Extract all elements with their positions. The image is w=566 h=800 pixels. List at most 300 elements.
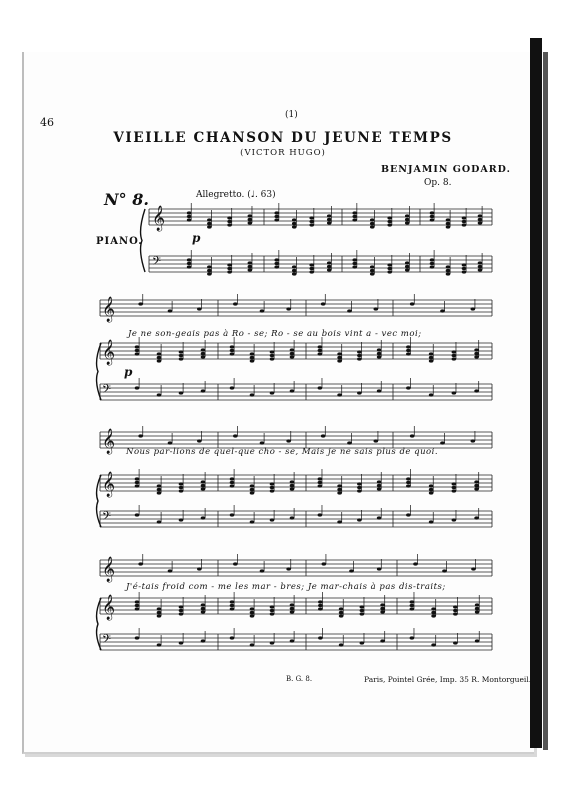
note-head: [357, 354, 362, 357]
note-head: [349, 569, 354, 572]
note-head: [233, 562, 238, 565]
note-head: [250, 520, 255, 523]
note-head: [157, 359, 162, 362]
note-head: [327, 214, 332, 217]
note-head: [406, 386, 411, 389]
piece-number: N° 8.: [104, 190, 149, 209]
note-head: [157, 484, 162, 487]
note-head: [474, 487, 479, 490]
bass-clef-icon: 𝄢: [102, 633, 112, 649]
note-head: [430, 211, 435, 214]
note-head: [474, 389, 479, 392]
note-head: [230, 481, 235, 484]
note-head: [452, 482, 457, 485]
note-head: [135, 477, 140, 480]
note-head: [357, 482, 362, 485]
note-head: [274, 215, 279, 218]
note-head: [286, 307, 291, 310]
note-head: [377, 480, 382, 483]
note-head: [406, 352, 411, 355]
song-subtitle: (VICTOR HUGO): [240, 148, 326, 158]
note-head: [318, 345, 323, 348]
note-head: [471, 567, 476, 570]
note-head: [201, 484, 206, 487]
note-head: [352, 218, 357, 221]
treble-clef-icon: 𝄞: [102, 595, 116, 620]
note-head: [201, 610, 206, 613]
note-head: [452, 357, 457, 360]
note-head: [406, 477, 411, 480]
note-head: [446, 265, 451, 268]
note-head: [431, 611, 436, 614]
note-head: [357, 350, 362, 353]
note-head: [478, 265, 483, 268]
bass-clef-icon: 𝄢: [102, 383, 112, 399]
note-head: [250, 614, 255, 617]
note-head: [377, 348, 382, 351]
note-head: [227, 216, 232, 219]
note-head: [339, 614, 344, 617]
note-head: [337, 520, 342, 523]
note-head: [233, 434, 238, 437]
note-head: [230, 345, 235, 348]
note-head: [446, 272, 451, 275]
note-head: [135, 513, 140, 516]
note-head: [187, 258, 192, 261]
note-head: [179, 486, 184, 489]
note-head: [410, 302, 415, 305]
note-head: [377, 567, 382, 570]
note-head: [410, 607, 415, 610]
note-head: [201, 516, 206, 519]
note-head: [430, 258, 435, 261]
note-head: [309, 223, 314, 226]
note-head: [270, 641, 275, 644]
note-head: [248, 214, 253, 217]
lyric-line: Je ne son-geais pas à Ro - se; Ro - se au bois vint a - vec moi;: [128, 329, 422, 339]
note-head: [387, 223, 392, 226]
note-head: [357, 357, 362, 360]
note-head: [410, 636, 415, 639]
note-head: [318, 481, 323, 484]
note-head: [475, 603, 480, 606]
note-head: [201, 639, 206, 642]
note-head: [309, 270, 314, 273]
note-head: [429, 488, 434, 491]
note-head: [462, 216, 467, 219]
note-head: [429, 359, 434, 362]
note-head: [135, 636, 140, 639]
note-head: [250, 352, 255, 355]
note-head: [347, 441, 352, 444]
note-head: [337, 488, 342, 491]
note-head: [474, 348, 479, 351]
note-head: [290, 355, 295, 358]
note-head: [179, 357, 184, 360]
note-head: [250, 359, 255, 362]
treble-clef-icon: 𝄞: [102, 297, 116, 322]
note-head: [471, 439, 476, 442]
note-head: [157, 491, 162, 494]
note-head: [327, 261, 332, 264]
note-head: [430, 218, 435, 221]
note-head: [270, 391, 275, 394]
note-head: [250, 607, 255, 610]
note-head: [207, 225, 212, 228]
note-head: [187, 215, 192, 218]
note-head: [453, 609, 458, 612]
bass-clef-icon: 𝄢: [102, 510, 112, 526]
note-head: [274, 258, 279, 261]
note-head: [187, 211, 192, 214]
note-head: [230, 386, 235, 389]
tempo-marking: Allegretto. (♩. 63): [196, 190, 276, 200]
note-head: [406, 345, 411, 348]
note-head: [406, 349, 411, 352]
note-head: [339, 643, 344, 646]
note-head: [230, 484, 235, 487]
note-head: [135, 600, 140, 603]
note-head: [274, 211, 279, 214]
note-head: [179, 609, 184, 612]
note-head: [453, 641, 458, 644]
note-head: [405, 214, 410, 217]
note-head: [318, 600, 323, 603]
note-head: [260, 309, 265, 312]
note-head: [431, 614, 436, 617]
note-head: [337, 356, 342, 359]
note-head: [135, 604, 140, 607]
note-head: [270, 518, 275, 521]
note-head: [290, 607, 295, 610]
note-head: [357, 518, 362, 521]
note-head: [352, 262, 357, 265]
note-head: [138, 562, 143, 565]
note-head: [187, 262, 192, 265]
note-head: [387, 267, 392, 270]
note-head: [187, 218, 192, 221]
note-head: [374, 307, 379, 310]
note-head: [309, 267, 314, 270]
note-head: [135, 345, 140, 348]
note-head: [478, 214, 483, 217]
note-head: [410, 604, 415, 607]
note-head: [377, 352, 382, 355]
note-head: [370, 222, 375, 225]
note-head: [347, 309, 352, 312]
note-head: [337, 491, 342, 494]
note-head: [260, 441, 265, 444]
note-head: [318, 386, 323, 389]
note-head: [406, 513, 411, 516]
note-head: [207, 272, 212, 275]
note-head: [471, 307, 476, 310]
note-head: [453, 612, 458, 615]
note-head: [135, 607, 140, 610]
note-head: [318, 607, 323, 610]
dynamic-marking: p: [192, 231, 201, 245]
note-head: [406, 481, 411, 484]
note-head: [230, 513, 235, 516]
publisher-imprint: Paris, Pointel Grée, Imp. 35 R. Montorgueil.: [364, 675, 532, 684]
note-head: [318, 477, 323, 480]
note-head: [201, 480, 206, 483]
note-head: [292, 225, 297, 228]
note-head: [290, 639, 295, 642]
note-head: [387, 220, 392, 223]
note-head: [387, 270, 392, 273]
treble-clef-icon: 𝄞: [152, 206, 166, 231]
note-head: [431, 607, 436, 610]
note-head: [430, 215, 435, 218]
note-head: [478, 218, 483, 221]
page-number: 46: [40, 116, 54, 129]
opus-number: Op. 8.: [424, 178, 452, 188]
note-head: [478, 261, 483, 264]
note-head: [230, 477, 235, 480]
note-head: [179, 482, 184, 485]
note-head: [135, 386, 140, 389]
note-head: [292, 265, 297, 268]
treble-clef-icon: 𝄞: [102, 340, 116, 365]
note-head: [250, 488, 255, 491]
note-head: [286, 439, 291, 442]
note-head: [309, 263, 314, 266]
lyric-line: J'é-tais froid com - me les mar - bres; Je mar-chais à pas dis-traits;: [126, 582, 446, 592]
note-head: [292, 272, 297, 275]
note-head: [207, 222, 212, 225]
note-head: [157, 607, 162, 610]
note-head: [377, 484, 382, 487]
note-head: [318, 352, 323, 355]
note-head: [462, 223, 467, 226]
note-head: [248, 218, 253, 221]
note-head: [357, 391, 362, 394]
note-head: [462, 267, 467, 270]
note-head: [370, 225, 375, 228]
note-head: [318, 349, 323, 352]
note-head: [290, 610, 295, 613]
note-head: [360, 609, 365, 612]
note-head: [429, 520, 434, 523]
note-head: [475, 639, 480, 642]
note-head: [250, 393, 255, 396]
treble-clef-icon: 𝄞: [102, 472, 116, 497]
note-head: [179, 518, 184, 521]
note-head: [270, 354, 275, 357]
note-head: [370, 265, 375, 268]
note-head: [230, 352, 235, 355]
note-head: [135, 484, 140, 487]
note-head: [270, 489, 275, 492]
note-head: [201, 355, 206, 358]
note-head: [377, 389, 382, 392]
note-head: [431, 643, 436, 646]
note-head: [474, 355, 479, 358]
note-head: [474, 516, 479, 519]
note-head: [248, 268, 253, 271]
note-head: [410, 600, 415, 603]
note-head: [474, 480, 479, 483]
note-head: [429, 491, 434, 494]
note-head: [337, 352, 342, 355]
note-head: [290, 516, 295, 519]
note-head: [270, 612, 275, 615]
note-head: [462, 270, 467, 273]
note-head: [429, 393, 434, 396]
note-head: [370, 218, 375, 221]
note-head: [462, 220, 467, 223]
note-head: [157, 614, 162, 617]
note-head: [352, 265, 357, 268]
note-head: [227, 267, 232, 270]
note-head: [318, 484, 323, 487]
note-head: [179, 391, 184, 394]
note-head: [201, 348, 206, 351]
note-head: [290, 603, 295, 606]
bass-clef-icon: 𝄢: [152, 255, 162, 271]
note-head: [446, 218, 451, 221]
note-head: [274, 262, 279, 265]
note-head: [352, 211, 357, 214]
note-head: [452, 489, 457, 492]
note-head: [387, 216, 392, 219]
note-head: [274, 265, 279, 268]
note-head: [377, 516, 382, 519]
note-head: [405, 265, 410, 268]
note-head: [292, 218, 297, 221]
note-head: [250, 491, 255, 494]
note-head: [270, 486, 275, 489]
note-head: [387, 263, 392, 266]
note-head: [201, 487, 206, 490]
note-head: [248, 265, 253, 268]
note-head: [290, 487, 295, 490]
note-head: [377, 355, 382, 358]
note-head: [135, 352, 140, 355]
note-head: [357, 489, 362, 492]
note-head: [309, 216, 314, 219]
note-head: [360, 605, 365, 608]
note-head: [430, 262, 435, 265]
note-head: [248, 221, 253, 224]
note-head: [337, 393, 342, 396]
note-head: [440, 441, 445, 444]
note-head: [446, 222, 451, 225]
note-head: [380, 603, 385, 606]
note-head: [380, 607, 385, 610]
note-head: [440, 309, 445, 312]
note-head: [227, 270, 232, 273]
note-head: [337, 359, 342, 362]
note-head: [179, 350, 184, 353]
note-head: [270, 350, 275, 353]
note-head: [227, 223, 232, 226]
note-head: [270, 357, 275, 360]
note-head: [168, 569, 173, 572]
note-head: [474, 484, 479, 487]
note-head: [475, 607, 480, 610]
note-head: [187, 265, 192, 268]
note-head: [168, 309, 173, 312]
note-head: [322, 562, 327, 565]
note-head: [452, 518, 457, 521]
note-head: [452, 350, 457, 353]
note-head: [207, 218, 212, 221]
note-head: [292, 222, 297, 225]
note-head: [452, 354, 457, 357]
note-head: [274, 218, 279, 221]
note-head: [290, 480, 295, 483]
note-head: [179, 489, 184, 492]
treble-clef-icon: 𝄞: [102, 557, 116, 582]
plate-number: B. G. 8.: [286, 675, 313, 683]
note-head: [327, 265, 332, 268]
note-head: [309, 220, 314, 223]
note-head: [339, 607, 344, 610]
note-head: [339, 611, 344, 614]
treble-clef-icon: 𝄞: [102, 429, 116, 454]
note-head: [413, 562, 418, 565]
note-head: [227, 263, 232, 266]
instrument-label: PIANO.: [96, 236, 143, 247]
note-head: [474, 352, 479, 355]
dynamic-marking: p: [124, 365, 133, 379]
note-head: [248, 261, 253, 264]
note-head: [250, 643, 255, 646]
note-head: [270, 605, 275, 608]
note-head: [453, 605, 458, 608]
note-head: [290, 348, 295, 351]
note-head: [207, 265, 212, 268]
note-head: [380, 610, 385, 613]
note-head: [290, 484, 295, 487]
note-head: [377, 487, 382, 490]
note-head: [230, 636, 235, 639]
note-head: [290, 389, 295, 392]
note-head: [318, 636, 323, 639]
note-head: [318, 604, 323, 607]
note-head: [292, 269, 297, 272]
note-head: [230, 604, 235, 607]
note-head: [250, 356, 255, 359]
note-head: [135, 481, 140, 484]
note-head: [230, 600, 235, 603]
note-head: [478, 268, 483, 271]
note-head: [233, 302, 238, 305]
note-head: [452, 391, 457, 394]
note-head: [374, 439, 379, 442]
note-head: [429, 356, 434, 359]
note-head: [157, 488, 162, 491]
note-head: [405, 268, 410, 271]
top-mark: (1): [285, 110, 298, 120]
note-head: [138, 302, 143, 305]
note-head: [405, 261, 410, 264]
note-head: [201, 389, 206, 392]
note-head: [337, 484, 342, 487]
note-head: [446, 269, 451, 272]
note-head: [179, 605, 184, 608]
note-head: [360, 612, 365, 615]
note-head: [327, 218, 332, 221]
note-head: [478, 221, 483, 224]
note-head: [230, 349, 235, 352]
note-head: [201, 607, 206, 610]
note-head: [197, 567, 202, 570]
note-head: [429, 484, 434, 487]
note-head: [380, 639, 385, 642]
